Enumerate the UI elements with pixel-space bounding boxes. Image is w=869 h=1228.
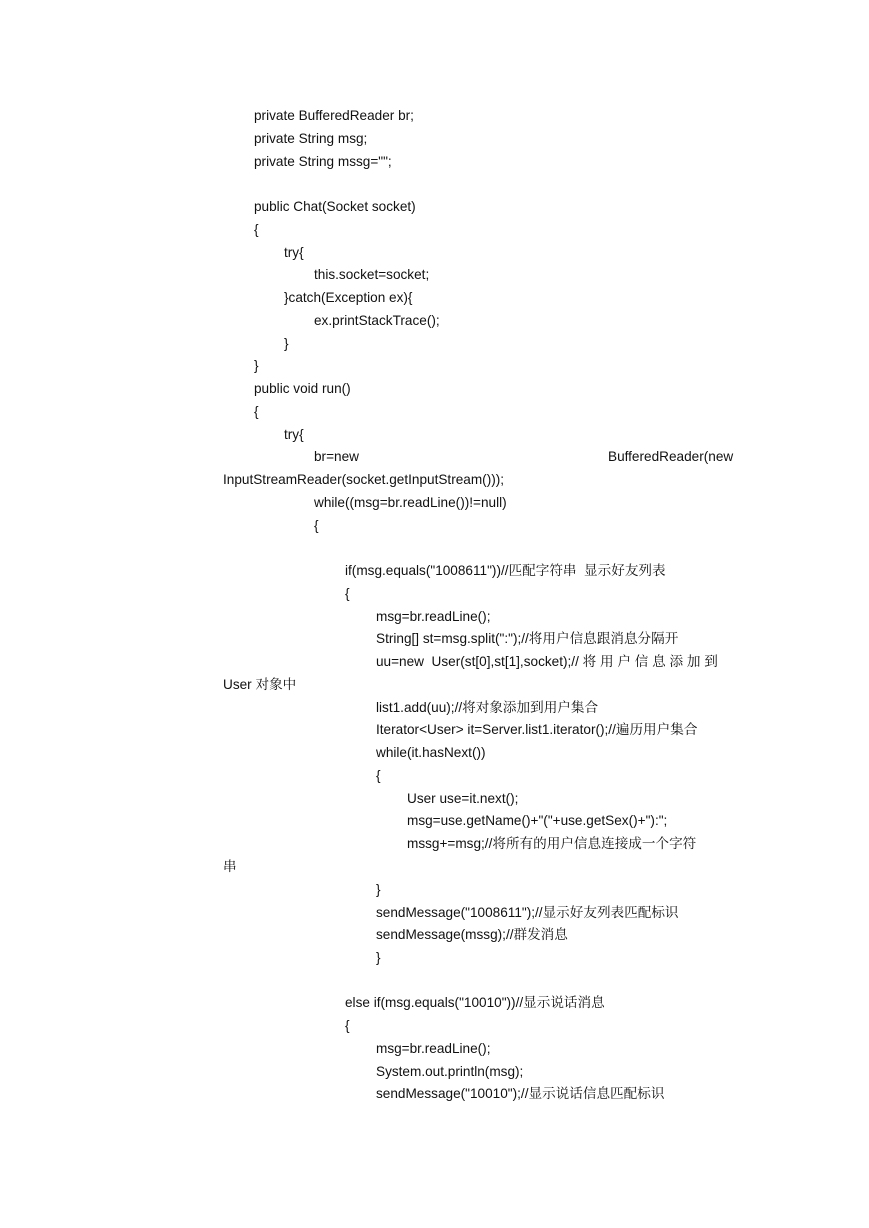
code-line: try{ <box>284 245 304 260</box>
code-line: br=new <box>314 449 359 464</box>
code-line: } <box>376 950 381 965</box>
code-line: if(msg.equals("1008611"))//匹配字符串 显示好友列表 <box>345 563 666 578</box>
code-line: { <box>254 222 259 237</box>
code-line: { <box>314 518 319 533</box>
code-line: } <box>284 336 289 351</box>
code-line: try{ <box>284 427 304 442</box>
code-line: } <box>254 358 259 373</box>
code-line: sendMessage("10010");//显示说话信息匹配标识 <box>376 1086 665 1101</box>
code-line: while((msg=br.readLine())!=null) <box>314 495 507 510</box>
code-line: } <box>376 882 381 897</box>
code-line: System.out.println(msg); <box>376 1064 524 1079</box>
code-line: msg=use.getName()+"("+use.getSex()+"):"; <box>407 813 668 828</box>
code-line: public void run() <box>254 381 351 396</box>
code-line: User use=it.next(); <box>407 791 519 806</box>
code-line: ex.printStackTrace(); <box>314 313 440 328</box>
code-line: sendMessage("1008611");//显示好友列表匹配标识 <box>376 905 679 920</box>
code-line: uu=new User(st[0],st[1],socket);// 将 用 户 信 息 添 加 到 <box>376 654 718 669</box>
code-line: msg=br.readLine(); <box>376 609 491 624</box>
code-line: String[] st=msg.split(":");//将用户信息跟消息分隔开 <box>376 631 679 646</box>
code-line-wrapped: 串 <box>223 859 237 874</box>
code-line: mssg+=msg;//将所有的用户信息连接成一个字符 <box>407 836 697 851</box>
code-line: }catch(Exception ex){ <box>284 290 413 305</box>
code-line: this.socket=socket; <box>314 267 430 282</box>
code-line: private BufferedReader br; <box>254 108 414 123</box>
code-line: Iterator<User> it=Server.list1.iterator();//遍历用户集合 <box>376 722 698 737</box>
code-line: { <box>345 1018 350 1033</box>
code-line-wrapped: User 对象中 <box>223 677 297 692</box>
code-line: private String mssg=""; <box>254 154 392 169</box>
code-line: else if(msg.equals("10010"))//显示说话消息 <box>345 995 605 1010</box>
code-line: { <box>376 768 381 783</box>
code-line: { <box>254 404 259 419</box>
code-line: public Chat(Socket socket) <box>254 199 416 214</box>
code-line: list1.add(uu);//将对象添加到用户集合 <box>376 700 599 715</box>
code-line: msg=br.readLine(); <box>376 1041 491 1056</box>
code-line: sendMessage(mssg);//群发消息 <box>376 927 568 942</box>
code-line-wrapped: InputStreamReader(socket.getInputStream())); <box>223 472 505 487</box>
code-line: { <box>345 586 350 601</box>
code-line: while(it.hasNext()) <box>376 745 486 760</box>
code-line-continued: BufferedReader(new <box>608 449 734 464</box>
code-line: private String msg; <box>254 131 368 146</box>
